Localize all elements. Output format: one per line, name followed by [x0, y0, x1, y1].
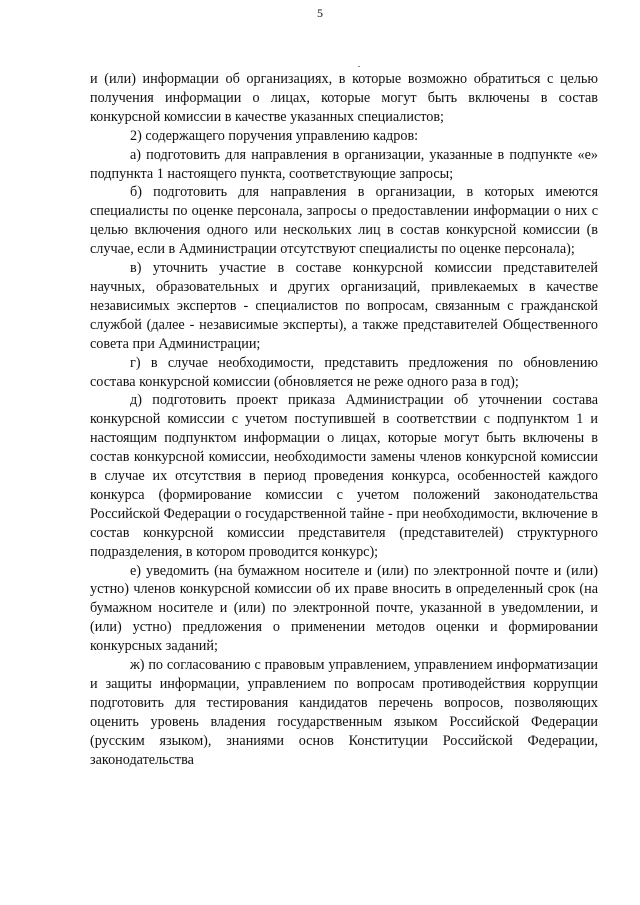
paragraph-subitem-e: е) уведомить (на бумажном носителе и (или) по электронной почте и (или) устно) членов конкурсной комиссии об их праве вносить в определенный срок (на бумажном носителе и (или) по электронной почте, указанной в уведомлении, и (или) устно) предложения о применении методов оценки и формировании конкурсных заданий;	[90, 562, 598, 655]
paragraph-continuation: и (или) информации об организациях, в которые возможно обратиться с целью получения информации о лицах, которые могут быть включены в состав конкурсной комиссии в качестве указанных специалистов;	[90, 71, 598, 125]
page-number: 5	[317, 6, 323, 20]
paragraph-subitem-d: д) подготовить проект приказа Администрации об уточнении состава конкурсной комиссии с учетом поступившей в соответствии с подпунктом 1 и настоящим подпунктом информации о лицах, которые могут быть включены в состав конкурсной комиссии, необходимости замены членов конкурсной комиссии в случае их отсутствия в период проведения конкурса, особенностей каждого конкурса (формирование комиссии с учетом положений законодательства Российской Федерации о государственной тайне - при необходимости, включение в состав конкурсной комиссии представителя (представителей) структурного подразделения, в котором проводится конкурс);	[90, 392, 598, 560]
paragraph-subitem-b: б) подготовить для направления в организации, в которых имеются специалисты по оценке персонала, запросы о предоставлении информации о них с целью включения одного или нескольких лиц в состав конкурсной комиссии (в случае, если в Администрации отсутствуют специалисты по оценке персонала);	[90, 184, 598, 258]
scan-artifact	[358, 66, 360, 67]
paragraph-subitem-g: г) в случае необходимости, представить предложения по обновлению состава конкурсной комиссии (обновляется не реже одного раза в год);	[90, 354, 598, 390]
paragraph-subitem-a: а) подготовить для направления в организации, указанные в подпункте «е» подпункта 1 настоящего пункта, соответствующие запросы;	[90, 146, 598, 182]
document-body	[90, 70, 598, 770]
paragraph-subitem-v: в) уточнить участие в составе конкурсной комиссии представителей научных, образовательных и других организаций, привлекаемых в качестве независимых экспертов - специалистов по вопросам, связанным с гражданской службой (далее - независимые эксперты), а также представителей Общественного совета при Администрации;	[90, 260, 598, 352]
paragraph-item-2: 2) содержащего поручения управлению кадров:	[130, 127, 419, 144]
paragraph-subitem-zh: ж) по согласованию с правовым управлением, управлением информатизации и защиты информации, управлением по вопросам противодействия коррупции подготовить для тестирования кандидатов перечень вопросов, позволяющих оценить уровень владения государственным языком Российской Федерации (русским языком), знаниями основ Конституции Российской Федерации, законодательства	[90, 657, 598, 768]
